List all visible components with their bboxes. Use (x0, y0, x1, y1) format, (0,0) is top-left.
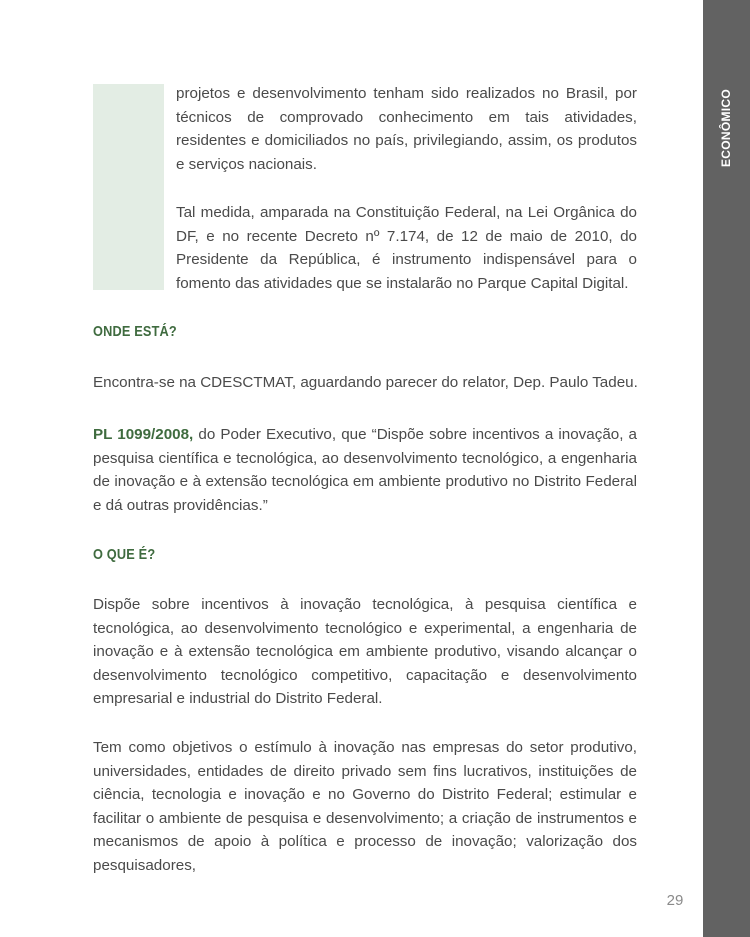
bill-paragraph (93, 423, 637, 517)
onde-esta-text: Encontra-se na CDESCTMAT, aguardando parecer do relator, Dep. Paulo Tadeu. (93, 374, 638, 391)
heading-onde-esta: ONDE ESTÁ? (93, 323, 177, 340)
bill-id: PL 1099/2008, (93, 426, 194, 443)
o-que-e-paragraph-2: Tem como objetivos o estímulo à inovação nas empresas do setor produtivo, universidades, entidades de direito privado sem fins lucrativos, instituições de ciência, tecnologia e inovação e no Governo do Distrito Federal; estimular e facilitar o ambiente de pesquisa e desenvolvimento; a criação de instrumentos e mecanismos de apoio à política e processo de inovação; valorização dos pesquisadores, (93, 739, 637, 874)
bill-description: do Poder Executivo, que “Dispõe sobre incentivos a inovação, a pesquisa científica e tecnológica, ao desenvolvimento tecnológico, a engenharia de inovação e à extensão tecnológica em ambiente produtivo no Distrito Federal e dá outras providências.” (93, 426, 637, 514)
intro-paragraph-1: projetos e desenvolvimento tenham sido realizados no Brasil, por técnicos de comprovado conhecimento em tais atividades, residentes e domiciliados no país, privilegiando, assim, os produtos e serviços nacionais. (176, 85, 637, 173)
page-number: 29 (666, 892, 684, 909)
o-que-e-paragraph-1: Dispõe sobre incentivos à inovação tecnológica, à pesquisa científica e tecnológica, ao desenvolvimento tecnológico e experimental, a engenharia de inovação e à extensão tecnológica em ambiente produtivo, visando alcançar o desenvolvimento tecnológico competitivo, capacitação e desenvolvimento empresarial e industrial do Distrito Federal. (93, 596, 637, 707)
intro-paragraph-2: Tal medida, amparada na Constituição Federal, na Lei Orgânica do DF, e no recente Decreto nº 7.174, de 12 de maio de 2010, do Presidente da República, é instrumento indispensável para o fomento das atividades que se instalarão no Parque Capital Digital. (176, 204, 637, 292)
section-label: ECONÔMICO (719, 88, 733, 168)
heading-o-que-e: O QUE É? (93, 546, 156, 563)
accent-block (93, 84, 164, 290)
